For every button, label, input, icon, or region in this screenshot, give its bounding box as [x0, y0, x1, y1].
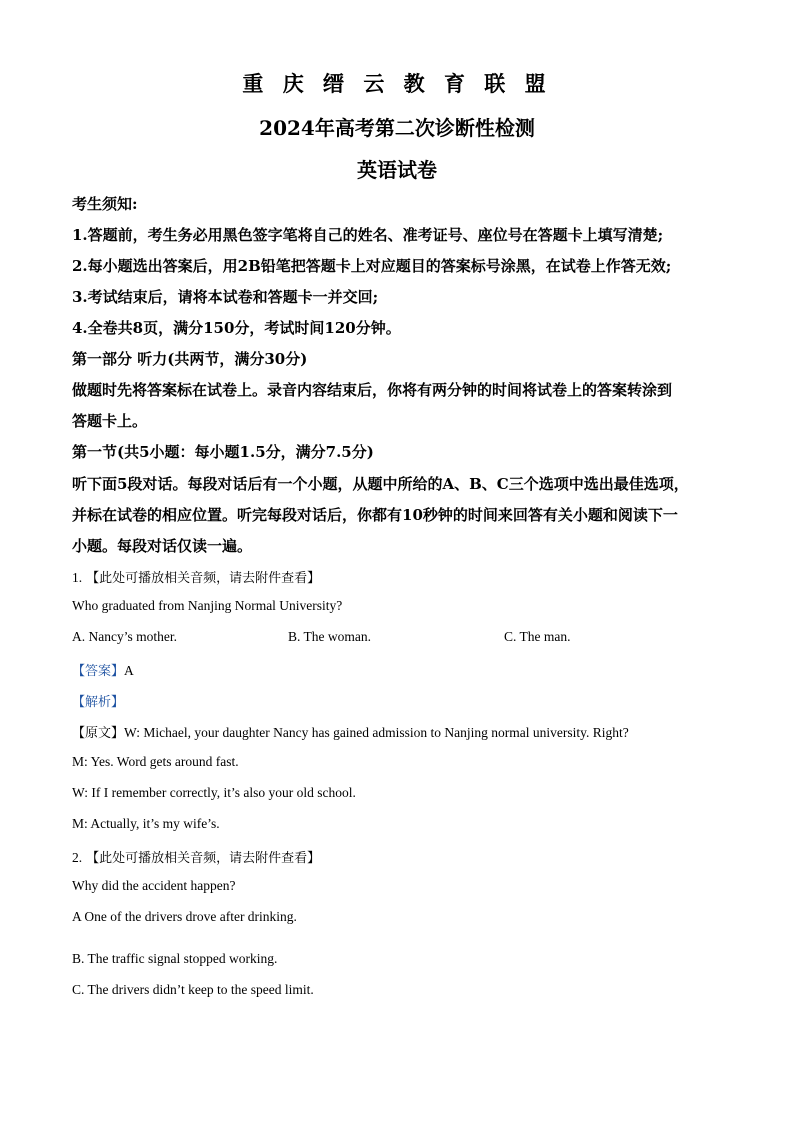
answer-tag: 【答案】 [72, 664, 125, 679]
q1-option-a: A. Nancy’s mother. [72, 629, 177, 644]
transcript-text: W: Michael, your daughter Nancy has gained admission to Nanjing normal university. Right? [124, 725, 629, 740]
notice-title: 考生须知: [72, 195, 138, 213]
part1-heading: 第一部分 听力(共两节，满分30分) [72, 350, 308, 368]
notice-item-3: 3.考试结束后，请将本试卷和答题卡一并交回; [72, 288, 379, 306]
q1-answer [72, 660, 732, 680]
q2-option-c: C. The drivers didn’t keep to the speed limit. [72, 982, 314, 997]
section1-line2: 并标在试卷的相应位置。听完每段对话后，你都有10秒钟的时间来回答有关小题和阅读下一 [72, 506, 678, 524]
analysis-tag: 【解析】 [72, 695, 125, 710]
transcript-line-3: W: If I remember correctly, it’s also your old school. [72, 785, 356, 800]
q1-option-c: C. The man. [504, 629, 571, 644]
transcript-line-1 [72, 722, 732, 742]
section1-heading: 第一节(共5小题：每小题1.5分，满分7.5分) [72, 443, 374, 461]
organization-title: 重 庆 缙 云 教 育 联 盟 [242, 71, 552, 96]
q1-number: 1. [72, 570, 83, 585]
q2-option-b: B. The traffic signal stopped working. [72, 951, 278, 966]
subject-title: 英语试卷 [357, 158, 437, 182]
q2-number: 2. [72, 850, 83, 865]
q1-header [72, 567, 732, 587]
q2-question: Why did the accident happen? [72, 878, 236, 893]
notice-item-4: 4.全卷共8页，满分150分，考试时间120分钟。 [72, 319, 401, 337]
transcript-tag: 【原文】 [72, 726, 125, 741]
section1-line3: 小题。每段对话仅读一遍。 [72, 537, 253, 555]
q2-audio-note[interactable]: 【此处可播放相关音频，请去附件查看】 [86, 851, 321, 866]
part1-instruction-line1: 做题时先将答案标在试卷上。录音内容结束后，你将有两分钟的时间将试卷上的答案转涂到 [72, 381, 673, 399]
exam-title: 2024年高考第二次诊断性检测 [259, 116, 535, 140]
answer-value: A [124, 663, 134, 678]
transcript-line-2: M: Yes. Word gets around fast. [72, 754, 239, 769]
q1-question: Who graduated from Nanjing Normal University? [72, 598, 343, 613]
transcript-line-4: M: Actually, it’s my wife’s. [72, 816, 220, 831]
notice-item-1: 1.答题前，考生务必用黑色签字笔将自己的姓名、准考证号、座位号在答题卡上填写清楚; [72, 226, 664, 244]
q2-option-a: A One of the drivers drove after drinking. [72, 909, 297, 924]
section1-line1: 听下面5段对话。每段对话后有一个小题，从题中所给的A、B、C三个选项中选出最佳选项， [72, 475, 689, 493]
q2-header [72, 847, 732, 867]
q1-audio-note[interactable]: 【此处可播放相关音频，请去附件查看】 [86, 571, 321, 586]
q1-option-b: B. The woman. [288, 629, 371, 644]
part1-instruction-line2: 答题卡上。 [72, 412, 148, 430]
notice-item-2: 2.每小题选出答案后，用2B铅笔把答题卡上对应题目的答案标号涂黑，在试卷上作答无效; [72, 257, 672, 275]
